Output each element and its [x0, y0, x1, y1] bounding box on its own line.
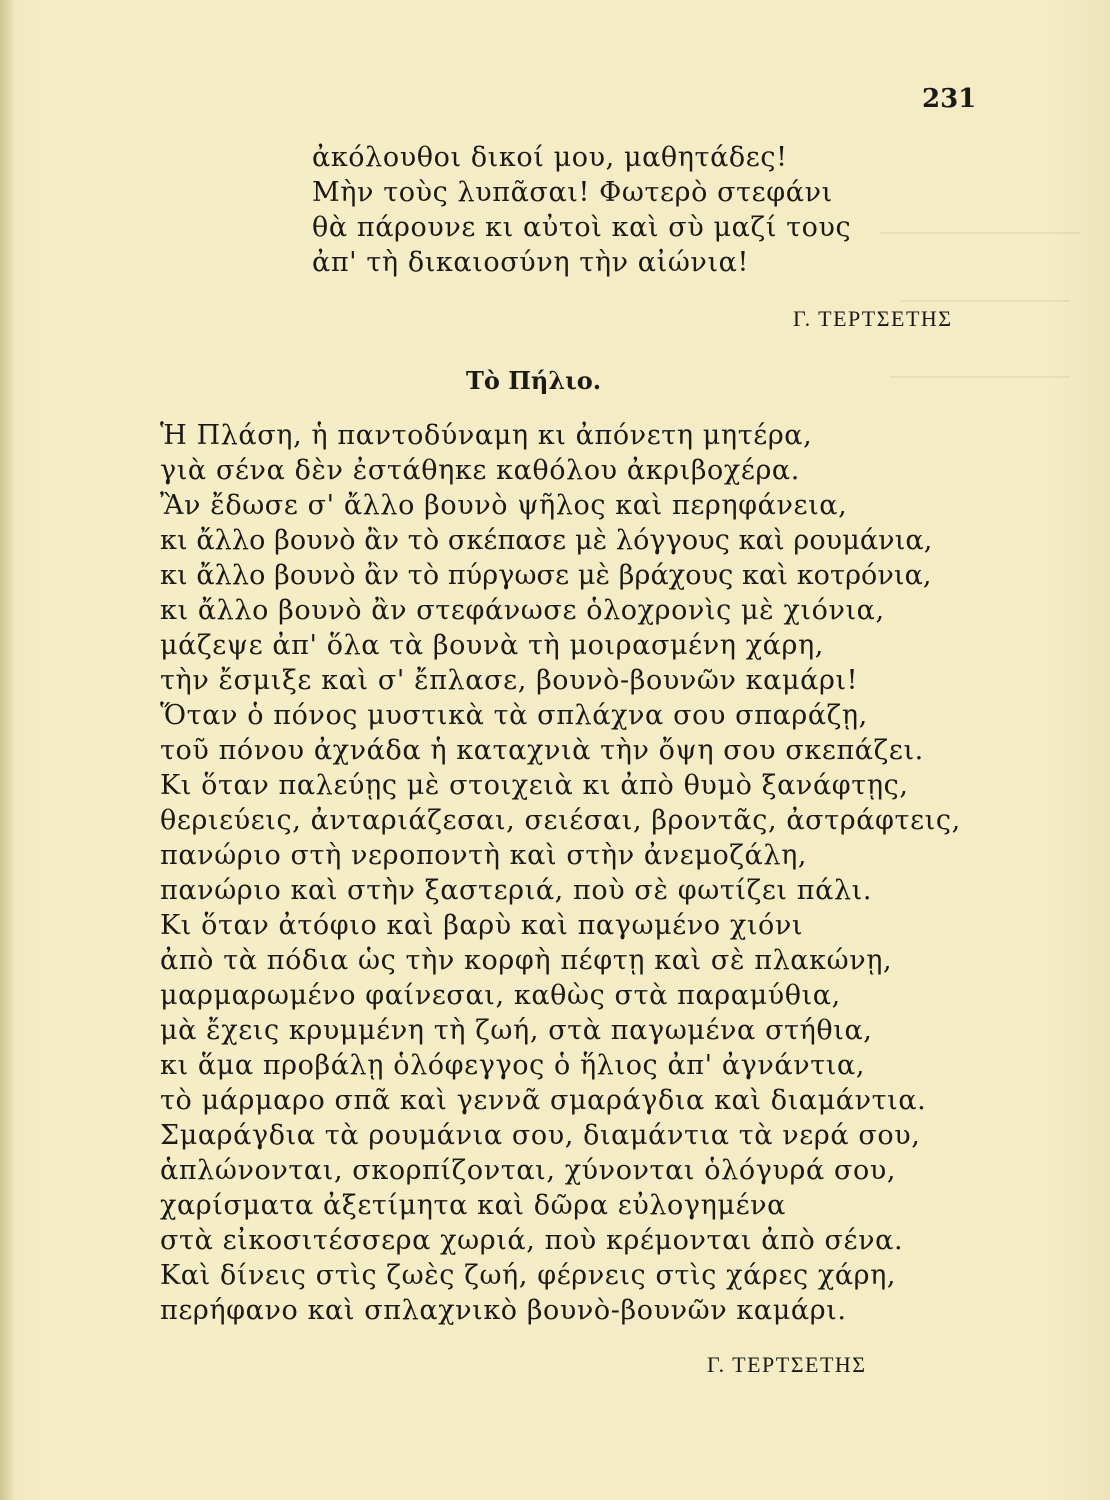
poem-line: τὸ μάρμαρο σπᾶ καὶ γεννᾶ σμαράγδια καὶ διαμάντια. [160, 1085, 927, 1116]
page-number: 231 [922, 84, 977, 114]
stanza-line: ἀπ' τὴ δικαιοσύνη τὴν αἰώνια! [312, 247, 749, 278]
show-through-mark [900, 300, 1070, 302]
poem-line: στὰ εἰκοσιτέσσερα χωριά, ποὺ κρέμονται ἀπὸ σένα. [160, 1225, 904, 1256]
poem-line: κι ἅμα προβάλῃ ὁλόφεγγος ὁ ἥλιος ἀπ' ἀγνάντια, [160, 1050, 865, 1081]
poem-line: Κι ὅταν παλεύῃς μὲ στοιχειὰ κι ἀπὸ θυμὸ ξανάφτῃς, [160, 770, 909, 801]
poem-line: περήφανο καὶ σπλαχνικὸ βουνὸ-βουνῶν καμάρι. [160, 1295, 847, 1326]
poem-title: Τὸ Πήλιο. [466, 366, 602, 395]
stanza-line: Μὴν τοὺς λυπᾶσαι! Φωτερὸ στεφάνι [312, 177, 833, 208]
poem-line: μάζεψε ἀπ' ὅλα τὰ βουνὰ τὴ μοιρασμένη χάρη, [160, 630, 824, 661]
author-signature: Γ. ΤΕΡΤΣΕΤΗΣ [793, 306, 953, 331]
poem-line: μαρμαρωμένο φαίνεσαι, καθὼς στὰ παραμύθια, [160, 980, 841, 1011]
poem-line: κι ἄλλο βουνὸ ἂν τὸ σκέπασε μὲ λόγγους καὶ ρουμάνια, [160, 525, 933, 556]
show-through-mark [880, 232, 1080, 234]
stanza-line: ἀκόλουθοι δικοί μου, μαθητάδες! [312, 142, 788, 173]
poem-line: Σμαράγδια τὰ ρουμάνια σου, διαμάντια τὰ νερά σου, [160, 1120, 921, 1151]
poem-line: πανώριο καὶ στὴν ξαστεριά, ποὺ σὲ φωτίζει πάλι. [160, 875, 873, 906]
poem-line: Ἡ Πλάση, ἡ παντοδύναμη κι ἀπόνετη μητέρα, [160, 420, 813, 451]
author-signature: Γ. ΤΕΡΤΣΕΤΗΣ [707, 1352, 867, 1377]
poem-line: κι ἄλλο βουνὸ ἂν τὸ πύργωσε μὲ βράχους καὶ κοτρόνια, [160, 560, 932, 591]
poem-line: τοῦ πόνου ἀχνάδα ἡ καταχνιὰ τὴν ὄψη σου σκεπάζει. [160, 735, 924, 766]
poem-line: Ἂν ἔδωσε σ' ἄλλο βουνὸ ψῆλος καὶ περηφάνεια, [160, 490, 848, 521]
poem-line: θεριεύεις, ἀνταριάζεσαι, σειέσαι, βροντᾶς, ἀστράφτεις, [160, 805, 961, 836]
poem-line: κι ἄλλο βουνὸ ἂν στεφάνωσε ὁλοχρονὶς μὲ χιόνια, [160, 595, 885, 626]
show-through-mark [890, 376, 1070, 378]
poem-line: γιὰ σένα δὲν ἐστάθηκε καθόλου ἀκριβοχέρα. [160, 455, 800, 486]
poem-line: πανώριο στὴ νεροποντὴ καὶ στὴν ἀνεμοζάλη, [160, 840, 808, 871]
poem-line: τὴν ἔσμιξε καὶ σ' ἔπλασε, βουνὸ-βουνῶν καμάρι! [160, 665, 859, 696]
poem-line: χαρίσματα ἀξετίμητα καὶ δῶρα εὐλογημένα [160, 1190, 787, 1221]
binding-shadow [0, 0, 14, 1500]
stanza-line: θὰ πάρουνε κι αὐτοὶ καὶ σὺ μαζί τους [312, 212, 852, 243]
poem-line: ἀπὸ τὰ πόδια ὡς τὴν κορφὴ πέφτῃ καὶ σὲ πλακώνῃ, [160, 945, 893, 976]
poem-line: ἁπλώνονται, σκορπίζονται, χύνονται ὁλόγυρά σου, [160, 1155, 897, 1186]
poem-line: μὰ ἔχεις κρυμμένη τὴ ζωή, στὰ παγωμένα στήθια, [160, 1015, 873, 1046]
poem-line: Καὶ δίνεις στὶς ζωὲς ζωή, φέρνεις στὶς χάρες χάρη, [160, 1260, 897, 1291]
poem-line: Κι ὅταν ἀτόφιο καὶ βαρὺ καὶ παγωμένο χιόνι [160, 910, 804, 941]
poem-line: Ὅταν ὁ πόνος μυστικὰ τὰ σπλάχνα σου σπαράζῃ, [160, 700, 868, 731]
